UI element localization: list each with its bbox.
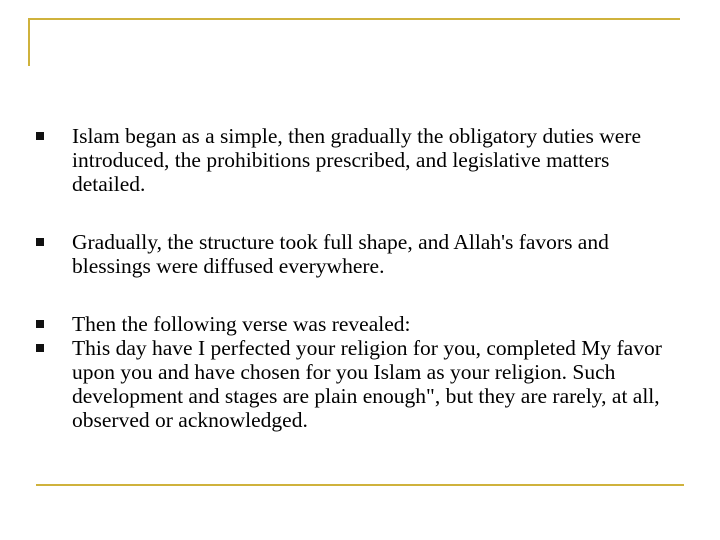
top-left-vertical-rule bbox=[28, 18, 30, 66]
bullet-item bbox=[36, 312, 686, 336]
square-bullet-icon bbox=[36, 238, 44, 246]
square-bullet-icon bbox=[36, 132, 44, 140]
bullet-item bbox=[36, 336, 686, 432]
bullet-text: Then the following verse was revealed: bbox=[72, 312, 411, 336]
bullet-list bbox=[36, 124, 686, 432]
square-bullet-icon bbox=[36, 320, 44, 328]
bottom-horizontal-rule bbox=[36, 484, 684, 486]
bullet-text: This day have I perfected your religion for you, completed My favor upon you and have chosen for you Islam as your religion. Such development and stages are plain enough", but they are rarely, at all, observed or acknowledged. bbox=[72, 336, 662, 432]
bullet-text: Islam began as a simple, then gradually the obligatory duties were introduced, the prohibitions prescribed, and legislative matters detailed. bbox=[72, 124, 641, 196]
square-bullet-icon bbox=[36, 344, 44, 352]
bullet-item bbox=[36, 124, 686, 196]
top-horizontal-rule bbox=[28, 18, 680, 20]
bullet-item bbox=[36, 230, 686, 278]
bullet-text: Gradually, the structure took full shape, and Allah's favors and blessings were diffused everywhere. bbox=[72, 230, 609, 278]
